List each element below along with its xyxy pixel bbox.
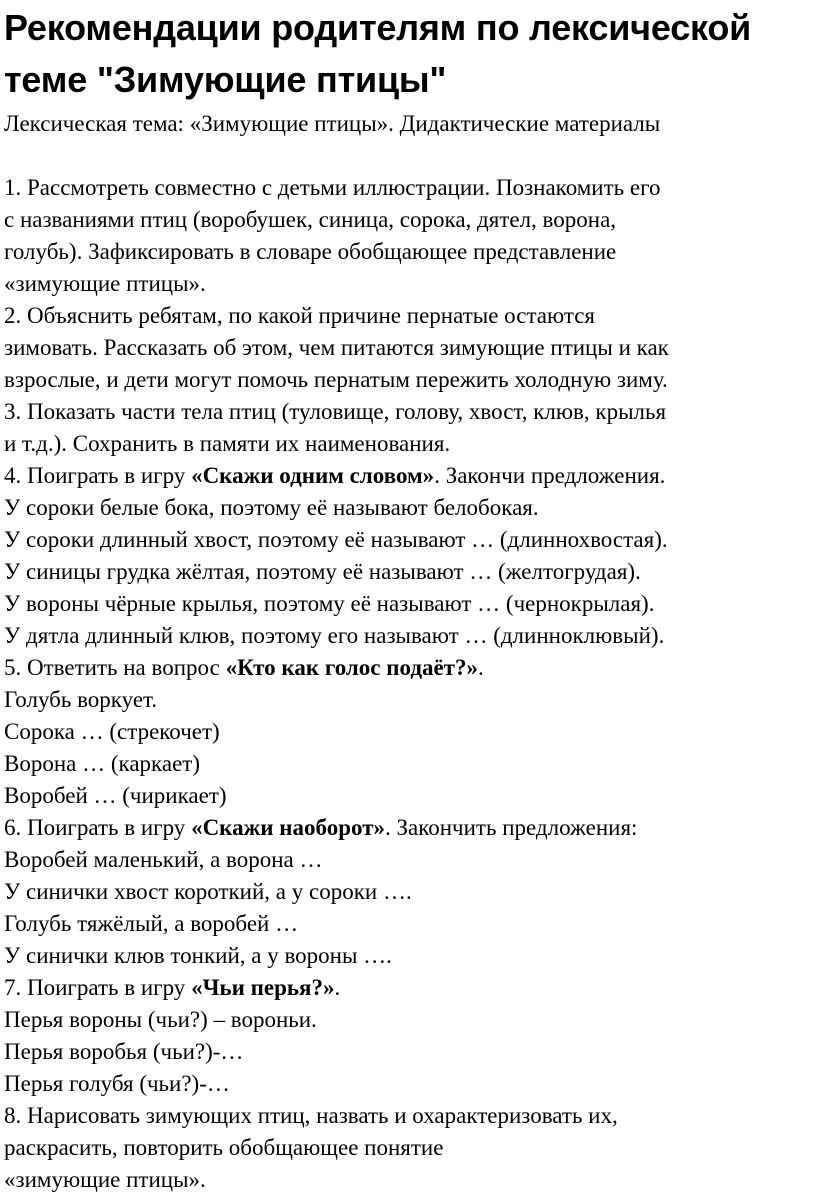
- text-line: У вороны чёрные крылья, поэтому её называют … (чернокрылая).: [4, 591, 655, 616]
- text-line: У сороки белые бока, поэтому её называют белобокая.: [4, 495, 539, 520]
- text-line: У синички хвост короткий, а у сороки ….: [4, 879, 412, 904]
- text-line: Голубь воркует.: [4, 687, 158, 712]
- text-line: голубь). Зафиксировать в словаре обобщающее представление: [4, 239, 617, 264]
- game-name: «Чьи перья?»: [191, 975, 335, 1000]
- text-line: Перья воробья (чьи?)-…: [4, 1039, 244, 1064]
- text-line: Перья вороны (чьи?) – вороньи.: [4, 1007, 317, 1032]
- text-line: Перья голубя (чьи?)-…: [4, 1071, 230, 1096]
- document-body: [4, 172, 814, 1196]
- game-name: «Скажи наоборот»: [191, 815, 385, 840]
- text-line: [4, 652, 814, 684]
- game-name: «Скажи одним словом»: [191, 463, 435, 488]
- text-line: Голубь тяжёлый, а воробей …: [4, 911, 299, 936]
- text-line: [4, 460, 814, 492]
- line-text: 7. Поиграть в игру: [4, 975, 192, 1000]
- text-line: и т.д.). Сохранить в памяти их наименования.: [4, 431, 451, 456]
- text-line: 2. Объяснить ребятам, по какой причине пернатые остаются: [4, 303, 595, 328]
- document-page: [4, 0, 814, 1196]
- line-text: .: [334, 975, 341, 1000]
- text-line: раскрасить, повторить обобщающее понятие: [4, 1135, 444, 1160]
- text-line: «зимующие птицы».: [4, 1167, 206, 1192]
- line-text: 4. Поиграть в игру: [4, 463, 192, 488]
- text-line: взрослые, и дети могут помочь пернатым пережить холодную зиму.: [4, 367, 668, 392]
- text-line: с названиями птиц (воробушек, синица, сорока, дятел, ворона,: [4, 207, 617, 232]
- text-line: У синицы грудка жёлтая, поэтому её называют … (желтогрудая).: [4, 559, 641, 584]
- text-line: У синички клюв тонкий, а у вороны ….: [4, 943, 392, 968]
- text-line: Воробей … (чирикает): [4, 783, 227, 808]
- text-line: Воробей маленький, а ворона …: [4, 847, 323, 872]
- text-line: «зимующие птицы».: [4, 271, 206, 296]
- text-line: зимовать. Рассказать об этом, чем питаются зимующие птицы и как: [4, 335, 669, 360]
- blank-line: [4, 140, 814, 172]
- line-text: . Закончить предложения:: [385, 815, 638, 840]
- text-line: [4, 812, 814, 844]
- title-line-1: Рекомендации родителям по лексической: [4, 7, 752, 48]
- text-line: У дятла длинный клюв, поэтому его называют … (длинноклювый).: [4, 623, 665, 648]
- text-line: Сорока … (стрекочет): [4, 719, 220, 744]
- text-line: 3. Показать части тела птиц (туловище, голову, хвост, клюв, крылья: [4, 399, 667, 424]
- line-text: .: [477, 655, 484, 680]
- text-line: 8. Нарисовать зимующих птиц, назвать и охарактеризовать их,: [4, 1103, 618, 1128]
- document-title: [4, 0, 814, 106]
- text-line: Ворона … (каркает): [4, 751, 201, 776]
- line-text: 5. Ответить на вопрос: [4, 655, 226, 680]
- game-name: «Кто как голос подаёт?»: [225, 655, 478, 680]
- document-subtitle: Лексическая тема: «Зимующие птицы». Дидактические материалы: [4, 111, 661, 136]
- text-line: 1. Рассмотреть совместно с детьми иллюстрации. Познакомить его: [4, 175, 661, 200]
- line-text: 6. Поиграть в игру: [4, 815, 192, 840]
- line-text: . Закончи предложения.: [434, 463, 666, 488]
- title-line-2: теме "Зимующие птицы": [4, 59, 447, 100]
- text-line: [4, 972, 814, 1004]
- text-line: У сороки длинный хвост, поэтому её называют … (длиннохвостая).: [4, 527, 668, 552]
